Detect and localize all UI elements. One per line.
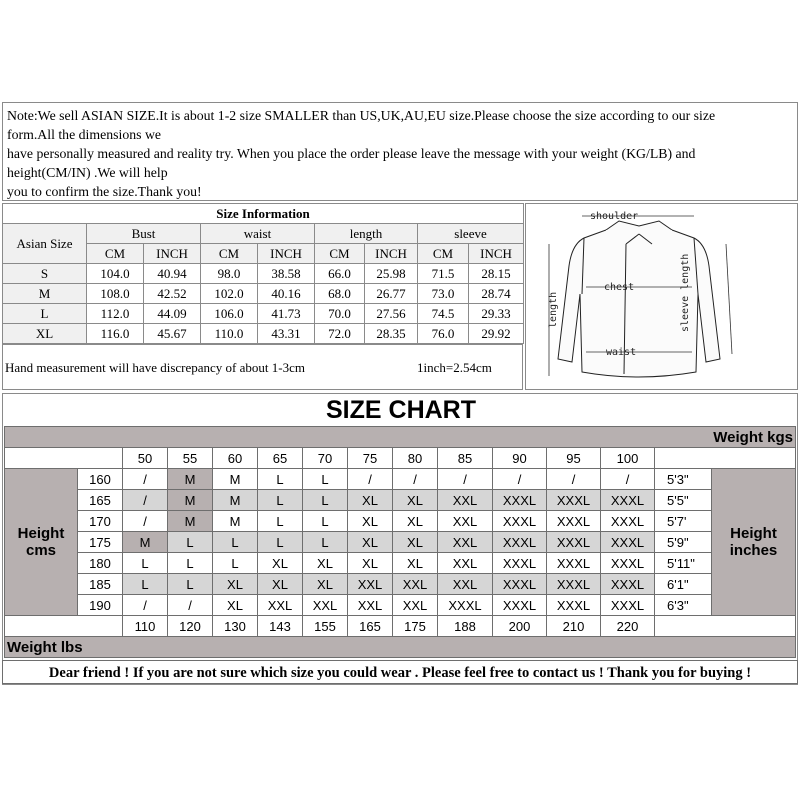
size-cell: L — [258, 511, 303, 532]
size-cell: XXL — [393, 574, 438, 595]
height-inch-cell: 6'3" — [655, 595, 712, 616]
sleeve-header: sleeve — [418, 224, 524, 244]
height-cm-cell: 165 — [78, 490, 123, 511]
size-label: S — [3, 264, 87, 284]
size-cell: L — [213, 532, 258, 553]
size-cell: M — [123, 532, 168, 553]
measurement-cell: 26.77 — [365, 284, 418, 304]
measurement-cell: 38.58 — [258, 264, 315, 284]
measurement-cell: 28.74 — [469, 284, 524, 304]
size-cell: XXXL — [601, 574, 655, 595]
weight-kg-cell: 90 — [493, 448, 547, 469]
hand-measurement-row — [2, 344, 523, 390]
size-cell: XL — [393, 511, 438, 532]
size-cell: M — [168, 490, 213, 511]
weight-lb-cell: 143 — [258, 616, 303, 637]
size-cell: / — [123, 469, 168, 490]
weight-kg-cell: 65 — [258, 448, 303, 469]
size-cell: XXL — [438, 511, 493, 532]
height-inch-cell: 5'5" — [655, 490, 712, 511]
size-cell: / — [123, 490, 168, 511]
height-row — [5, 469, 796, 490]
size-cell: / — [601, 469, 655, 490]
size-cell: L — [258, 469, 303, 490]
shirt-illustration — [526, 204, 797, 389]
note-line: Note:We sell ASIAN SIZE.It is about 1-2 size SMALLER than US,UK,AU,EU size.Please choose the size according to our size — [7, 108, 716, 123]
corner-cell — [5, 616, 123, 637]
weight-lb-cell: 155 — [303, 616, 348, 637]
size-cell: XXL — [438, 574, 493, 595]
measurement-cell: 72.0 — [315, 324, 365, 344]
size-note — [2, 102, 798, 201]
size-information-title: Size Information — [3, 204, 524, 224]
weight-kg-cell: 80 — [393, 448, 438, 469]
weight-lb-cell: 120 — [168, 616, 213, 637]
size-cell: XXXL — [547, 574, 601, 595]
weight-kg-cell: 55 — [168, 448, 213, 469]
size-cell: XL — [393, 553, 438, 574]
chest-label: chest — [604, 282, 635, 293]
size-cell: / — [547, 469, 601, 490]
height-row — [5, 553, 796, 574]
size-cell: XL — [348, 511, 393, 532]
height-row — [5, 490, 796, 511]
weight-kgs-header: Weight kgs — [5, 427, 796, 448]
size-cell: / — [123, 595, 168, 616]
corner-cell — [655, 448, 796, 469]
measurement-cell: 102.0 — [201, 284, 258, 304]
measurement-cell: 43.31 — [258, 324, 315, 344]
size-chart-title: SIZE CHART — [326, 396, 476, 424]
height-inch-cell: 5'9" — [655, 532, 712, 553]
weight-lb-cell: 210 — [547, 616, 601, 637]
size-cell: XXXL — [601, 511, 655, 532]
size-cell: XXXL — [493, 574, 547, 595]
size-cell: XXXL — [493, 511, 547, 532]
unit-header: INCH — [144, 244, 201, 264]
height-cm-cell: 190 — [78, 595, 123, 616]
size-label: XL — [3, 324, 87, 344]
size-cell: / — [168, 595, 213, 616]
size-cell: XL — [303, 574, 348, 595]
unit-header: INCH — [365, 244, 418, 264]
size-cell: XXL — [393, 595, 438, 616]
measurement-cell: 45.67 — [144, 324, 201, 344]
measurement-cell: 73.0 — [418, 284, 469, 304]
size-cell: M — [213, 469, 258, 490]
size-cell: XL — [258, 574, 303, 595]
size-cell: XL — [258, 553, 303, 574]
size-cell: L — [303, 532, 348, 553]
measurement-cell: 25.98 — [365, 264, 418, 284]
size-cell: M — [213, 511, 258, 532]
measurement-cell: 108.0 — [87, 284, 144, 304]
size-cell: XL — [213, 595, 258, 616]
measurement-cell: 74.5 — [418, 304, 469, 324]
measurement-cell: 70.0 — [315, 304, 365, 324]
measurement-cell: 40.94 — [144, 264, 201, 284]
weight-kg-cell: 75 — [348, 448, 393, 469]
length-header: length — [315, 224, 418, 244]
size-cell: XXXL — [493, 490, 547, 511]
size-cell: L — [123, 574, 168, 595]
size-cell: XXL — [348, 595, 393, 616]
hand-measurement-note: Hand measurement will have discrepancy of about 1-3cm — [5, 360, 305, 375]
size-cell: / — [393, 469, 438, 490]
unit-header: CM — [315, 244, 365, 264]
measurement-cell: 104.0 — [87, 264, 144, 284]
size-cell: L — [168, 553, 213, 574]
bust-header: Bust — [87, 224, 201, 244]
height-cm-cell: 170 — [78, 511, 123, 532]
size-cell: XXXL — [601, 595, 655, 616]
height-row — [5, 574, 796, 595]
size-cell: XXXL — [601, 490, 655, 511]
size-cell: XL — [393, 490, 438, 511]
size-cell: XXXL — [493, 532, 547, 553]
size-cell: XL — [348, 490, 393, 511]
weight-kg-cell: 95 — [547, 448, 601, 469]
measurement-cell: 42.52 — [144, 284, 201, 304]
shirt-measurement-diagram — [525, 203, 798, 390]
contact-footer: Dear friend ! If you are not sure which size you could wear . Please feel free to contact us ! Thank you for buying ! — [2, 660, 798, 684]
size-row — [3, 264, 524, 284]
measurement-cell: 112.0 — [87, 304, 144, 324]
size-cell: L — [303, 511, 348, 532]
weight-kg-cell: 50 — [123, 448, 168, 469]
size-row — [3, 284, 524, 304]
inch-conversion-note: 1inch=2.54cm — [417, 360, 492, 375]
size-cell: XXXL — [547, 553, 601, 574]
measurement-cell: 68.0 — [315, 284, 365, 304]
size-cell: M — [213, 490, 258, 511]
size-cell: L — [303, 490, 348, 511]
size-cell: XL — [348, 532, 393, 553]
waist-label: waist — [606, 347, 637, 358]
height-row — [5, 511, 796, 532]
measurement-cell: 76.0 — [418, 324, 469, 344]
measurement-cell: 44.09 — [144, 304, 201, 324]
measurement-cell: 40.16 — [258, 284, 315, 304]
height-inch-cell: 5'11" — [655, 553, 712, 574]
size-cell: L — [258, 532, 303, 553]
sleeve-length-label: sleeve length — [680, 253, 691, 332]
size-cell: XXXL — [547, 595, 601, 616]
height-row — [5, 532, 796, 553]
unit-header: CM — [418, 244, 469, 264]
size-cell: XXL — [303, 595, 348, 616]
weight-lb-cell: 110 — [123, 616, 168, 637]
size-cell: M — [168, 511, 213, 532]
weight-lb-cell: 200 — [493, 616, 547, 637]
size-cell: M — [168, 469, 213, 490]
size-cell: XXXL — [438, 595, 493, 616]
measurement-cell: 28.15 — [469, 264, 524, 284]
weight-kg-cell: 100 — [601, 448, 655, 469]
height-cm-cell: 160 — [78, 469, 123, 490]
size-cell: XXL — [258, 595, 303, 616]
size-cell: XXXL — [493, 553, 547, 574]
size-cell: L — [213, 553, 258, 574]
size-cell: / — [493, 469, 547, 490]
size-cell: XXXL — [601, 532, 655, 553]
height-inch-cell: 5'3" — [655, 469, 712, 490]
measurement-cell: 66.0 — [315, 264, 365, 284]
height-inch-cell: 5'7' — [655, 511, 712, 532]
size-chart-table — [4, 426, 796, 658]
weight-lb-cell: 165 — [348, 616, 393, 637]
measurement-cell: 110.0 — [201, 324, 258, 344]
size-cell: XL — [303, 553, 348, 574]
corner-cell — [5, 448, 123, 469]
unit-header: INCH — [469, 244, 524, 264]
height-cm-cell: 180 — [78, 553, 123, 574]
size-cell: XXXL — [547, 532, 601, 553]
size-cell: XL — [213, 574, 258, 595]
size-cell: XXL — [438, 490, 493, 511]
size-row — [3, 324, 524, 344]
height-row — [5, 595, 796, 616]
unit-header: INCH — [258, 244, 315, 264]
size-cell: XXL — [438, 532, 493, 553]
height-inches-label: Height inches — [712, 469, 796, 616]
measurement-cell: 41.73 — [258, 304, 315, 324]
size-cell: XXL — [438, 553, 493, 574]
size-cell: L — [303, 469, 348, 490]
measurement-cell: 29.33 — [469, 304, 524, 324]
weight-lb-cell: 175 — [393, 616, 438, 637]
weight-lb-cell: 220 — [601, 616, 655, 637]
length-label: length — [548, 291, 559, 328]
size-label: M — [3, 284, 87, 304]
shoulder-label: shoulder — [590, 211, 639, 222]
weight-kg-cell: 60 — [213, 448, 258, 469]
weight-lbs-header: Weight lbs — [5, 637, 796, 658]
asian-size-header: Asian Size — [3, 224, 87, 264]
measurement-cell: 106.0 — [201, 304, 258, 324]
measurement-cell: 71.5 — [418, 264, 469, 284]
note-line: you to confirm the size.Thank you! — [7, 184, 202, 199]
size-cell: L — [123, 553, 168, 574]
weight-lb-cell: 188 — [438, 616, 493, 637]
measurement-cell: 27.56 — [365, 304, 418, 324]
note-line: height(CM/IN) .We will help — [7, 165, 168, 180]
waist-header: waist — [201, 224, 315, 244]
size-cell: XXXL — [547, 511, 601, 532]
size-cell: / — [123, 511, 168, 532]
size-information-table — [2, 203, 524, 344]
size-cell: XXXL — [601, 553, 655, 574]
weight-kg-cell: 70 — [303, 448, 348, 469]
weight-kg-cell: 85 — [438, 448, 493, 469]
measurement-cell: 98.0 — [201, 264, 258, 284]
size-cell: XXXL — [493, 595, 547, 616]
size-row — [3, 304, 524, 324]
height-cms-label: Height cms — [5, 469, 78, 616]
measurement-cell: 28.35 — [365, 324, 418, 344]
height-inch-cell: 6'1" — [655, 574, 712, 595]
size-cell: / — [348, 469, 393, 490]
corner-cell — [655, 616, 796, 637]
height-cm-cell: 175 — [78, 532, 123, 553]
size-cell: XXXL — [547, 490, 601, 511]
size-cell: L — [258, 490, 303, 511]
measurement-cell: 116.0 — [87, 324, 144, 344]
size-cell: XL — [393, 532, 438, 553]
size-cell: XXL — [348, 574, 393, 595]
unit-header: CM — [201, 244, 258, 264]
size-label: L — [3, 304, 87, 324]
note-line: form.All the dimensions we — [7, 127, 162, 142]
size-cell: / — [438, 469, 493, 490]
weight-lb-cell: 130 — [213, 616, 258, 637]
unit-header: CM — [87, 244, 144, 264]
size-cell: L — [168, 532, 213, 553]
size-cell: L — [168, 574, 213, 595]
height-cm-cell: 185 — [78, 574, 123, 595]
size-cell: XL — [348, 553, 393, 574]
note-line: have personally measured and reality try. When you place the order please leave the message with your weight (KG/LB) and — [7, 146, 696, 161]
measurement-cell: 29.92 — [469, 324, 524, 344]
